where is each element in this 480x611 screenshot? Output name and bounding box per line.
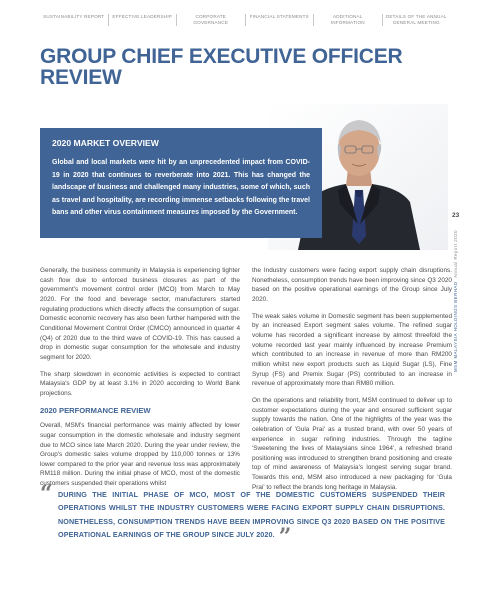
- right-paragraph-1: the Industry customers were facing export supply chain disruptions. Nonetheless, consumption trends have been improving since Q3 2020 based on the positive operational earnings of the Group since July 2020.: [252, 267, 452, 303]
- nav-item-annual-general-meeting[interactable]: DETAILS OF THE ANNUAL GENERAL MEETING: [382, 14, 451, 26]
- pull-quote-body: DURING THE INITIAL PHASE OF MCO, MOST OF THE DOMESTIC CUSTOMERS SUSPENDED THEIR OPERATIONS WHILST THE INDUSTRY CUSTOMERS WERE FACING EXPORT SUPPLY CHAIN DISRUPTIONS. NONETHELESS, CONSUMPTION TRENDS HAVE BEEN IMPROVING SINCE Q3 2020 BASED ON THE POSITIVE OPERATIONAL EARNINGS OF THE GROUP SINCE JULY 2020.: [58, 490, 445, 540]
- right-paragraph-3: On the operations and reliability front, MSM continued to deliver up to customer expectations during the year and ensured sufficient sugar supply towards the nation. One of the highlights of the year was the celebration of 'Gula Prai' as a trusted brand, with over 50 years of experience in sugar refining industries. Through the tagline 'Sweetening the lives of Malaysians since 1964', a refreshed brand positioning was introduced to strengthen brand positioning and create top of mind awareness of Malaysia's longest serving sugar brand. Towards this end, MSM also introduced a new packaging for 'Gula Prai' to reflect the brands long heritage in Malaysia.: [252, 396, 452, 491]
- pull-quote-text: [40, 488, 445, 551]
- quote-open-icon: “: [40, 481, 53, 507]
- body-column-right: [252, 266, 452, 499]
- left-paragraph-2: The sharp slowdown in economic activities is expected to contract Malaysia's GDP by at least 3.1% in 2020 according to World Bank projections.: [40, 370, 240, 397]
- performance-review-heading: 2020 PERFORMANCE REVIEW: [40, 405, 151, 415]
- side-report-label: [453, 222, 458, 372]
- nav-item-corporate-governance[interactable]: CORPORATE GOVERNANCE: [176, 14, 245, 26]
- side-label-company: MSM MALAYSIA HOLDINGS BERHAD: [453, 281, 458, 372]
- nav-item-financial-statements[interactable]: FINANCIAL STATEMENTS: [245, 14, 314, 26]
- page-title-line1: GROUP CHIEF EXECUTIVE OFFICER: [40, 45, 403, 68]
- top-navigation: [40, 14, 450, 26]
- page-number: 23: [452, 212, 460, 219]
- nav-item-additional-information[interactable]: ADDITIONAL INFORMATION: [313, 14, 382, 26]
- page-title: [40, 46, 403, 88]
- left-paragraph-3: Overall, MSM's financial performance was mainly affected by lower sugar consumption in the domestic wholesale and industry segment due to MCO since late March 2020. During the year under review, the Group's domestic sales volume dropped by 110,000 tonnes or 13% lower compared to the prior year and revenue loss was approximately RM118 million. During the initial phase of MCO, most of the domestic customers suspended their operations whilst: [40, 422, 240, 488]
- body-column-left: [40, 266, 240, 496]
- right-paragraph-2: The weak sales volume in Domestic segment has been supplemented by an increased Export segment sales volume. The refined sugar volume has recorded a significant increase by almost threefold the volume recorded last year mainly influenced by increase Premium which contributed to an increase in revenue of more than RM200 million whilst new export products such as Liquid Sugar (LS), Fine Syrup (FS) and Premix Sugar (PS) contributed to an increase in revenue of approximately more than RM80 million.: [252, 312, 452, 388]
- market-overview-heading: 2020 MARKET OVERVIEW: [52, 138, 159, 148]
- side-label-report: Annual Report 2020: [453, 229, 458, 279]
- market-overview-box: [40, 128, 322, 238]
- page-title-line2: REVIEW: [40, 66, 122, 89]
- market-overview-text: Global and local markets were hit by an unprecedented impact from COVID-19 in 2020 that continues to reverberate into 2021. This has changed the landscape of business and challenged many industries, some of which, such as travel and hospitality, are recording immense setbacks following the travel bans and other virus containment measures imposed by the Government.: [52, 159, 310, 217]
- nav-item-effective-leadership[interactable]: EFFECTIVE LEADERSHIP: [108, 14, 177, 26]
- quote-close-icon: ”: [278, 524, 292, 551]
- pull-quote: [40, 481, 445, 551]
- nav-item-sustainability-report[interactable]: SUSTAINABILITY REPORT: [43, 14, 105, 19]
- left-paragraph-1: Generally, the business community in Malaysia is experiencing tighter cash flow due to enforced business closures as part of the government's movement control order (MCO) from March to May 2020. For the food and beverage sector, manufacturers started regulating productions which directly affects the consumption of sugar. Domestic economic recovery has also been further hampered with the Conditional Movement Control Order (CMCO) announced in quarter 4 (Q4) of 2020 due to the third wave of COVID-19. This has caused a drop in domestic sugar consumption for the wholesale and industry segment for 2020.: [40, 267, 240, 361]
